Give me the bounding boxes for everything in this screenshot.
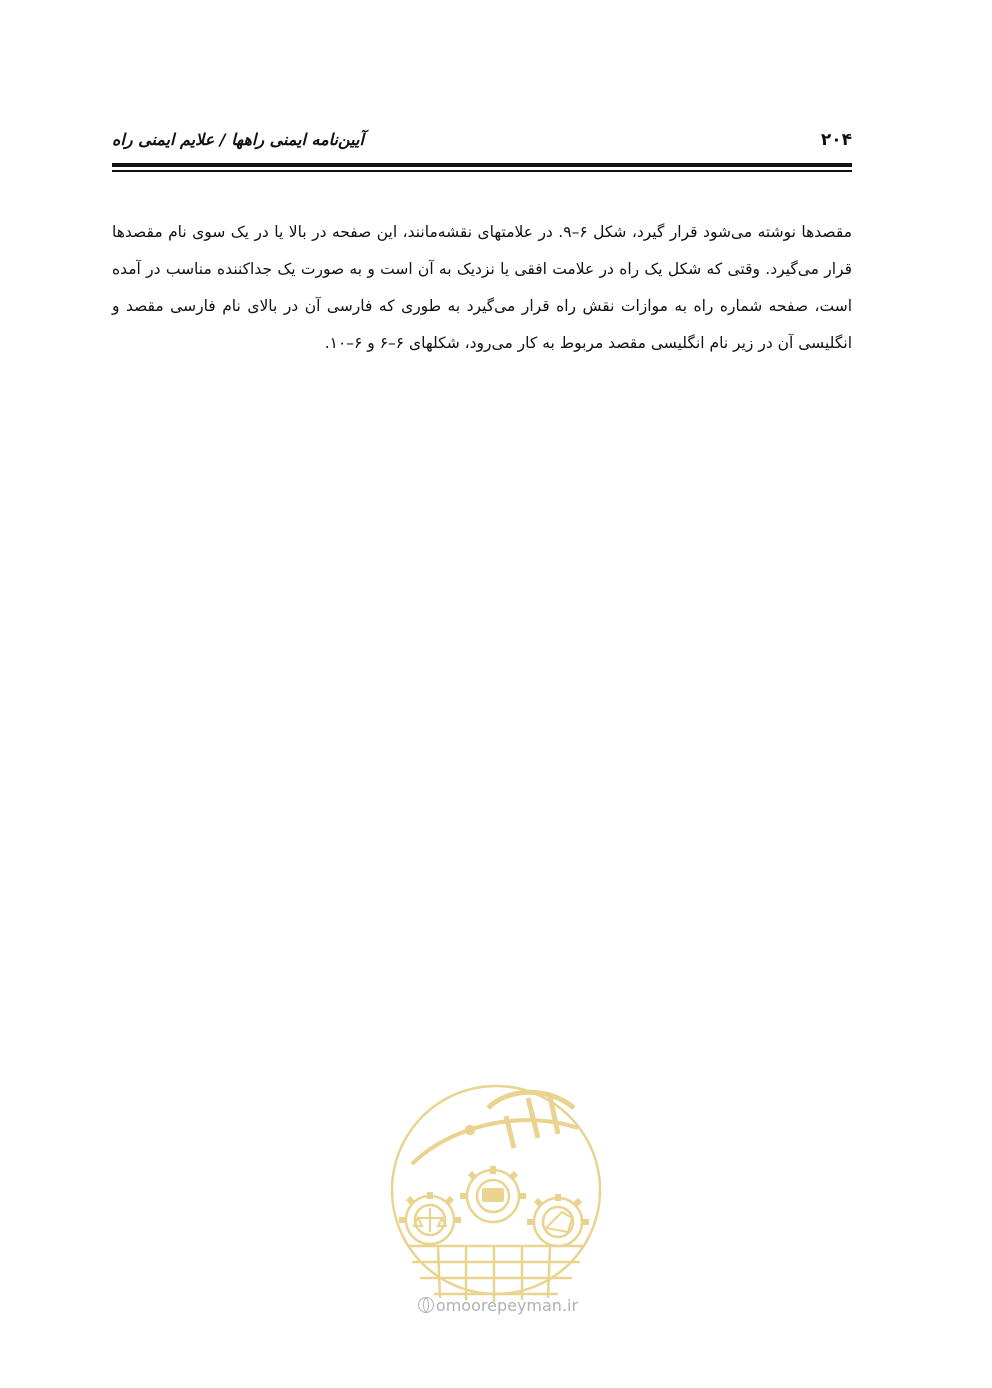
watermark-caption-text: omoorepeyman.ir xyxy=(435,1296,579,1315)
watermark-caption xyxy=(398,1296,598,1315)
body-paragraph: مقصدها نوشته می‌شود قرار گیرد، شکل ۶–۹. در علامتهای نقشه‌مانند، این صفحه در بالا یا در یک سوی نام مقصدها قرار می‌گیرد. وقتی که شکل یک راه در علامت افقی یا نزدیک به آن است و به صورت یک جداکننده مناسب در آمده است، صفحه شماره راه به موازات نقش راه قرار می‌گیرد به طوری که فارسی آن در بالای نام فارسی مقصد و انگلیسی آن در زیر نام انگلیسی مقصد مربوط به کار می‌رود، شکلهای ۶–۶ و ۶–۱۰. xyxy=(112,223,852,352)
page-number: ۲۰۴ xyxy=(820,130,852,150)
running-title: آیین‌نامه ایمنی راهها / علایم ایمنی راه xyxy=(112,130,364,149)
header-rule-thick xyxy=(112,163,852,167)
header-rule-thin xyxy=(112,170,852,172)
globe-icon xyxy=(418,1297,434,1313)
page-header xyxy=(112,128,852,164)
omoorepeyman-logo-icon xyxy=(378,1068,614,1332)
